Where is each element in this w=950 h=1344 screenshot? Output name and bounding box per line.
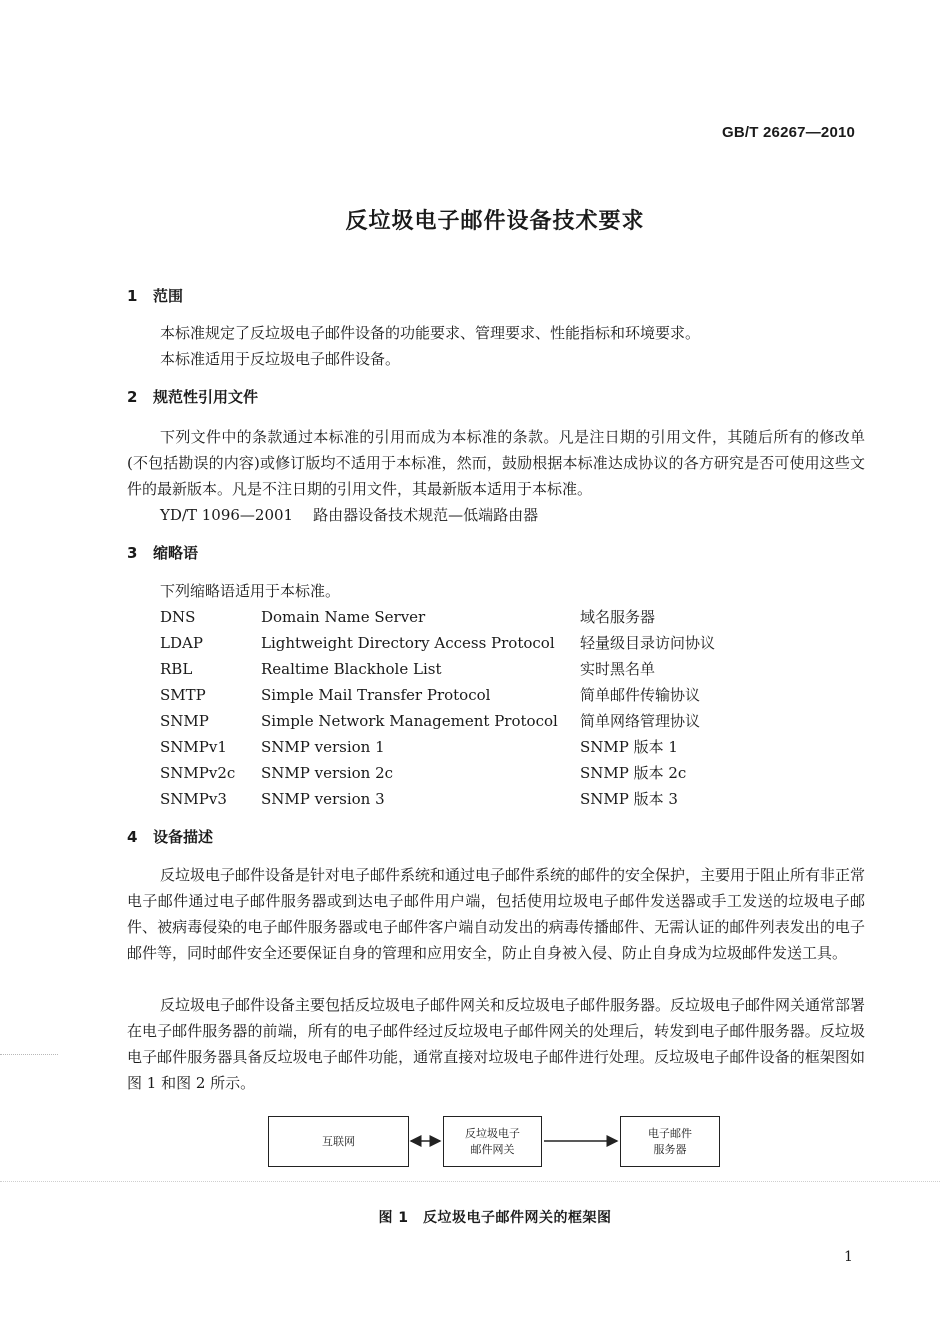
abbreviation-full-name: SNMP version 1 bbox=[261, 738, 385, 756]
abbreviation-chinese: SNMP 版本 3 bbox=[580, 790, 678, 808]
reference-title: 路由器设备技术规范—低端路由器 bbox=[313, 506, 539, 524]
scan-artifact bbox=[0, 1181, 940, 1183]
standard-code: GB/T 26267—2010 bbox=[722, 124, 856, 141]
abbreviation-full-name: Simple Network Management Protocol bbox=[261, 712, 558, 730]
section-4-paragraph-2: 反垃圾电子邮件设备主要包括反垃圾电子邮件网关和反垃圾电子邮件服务器。反垃圾电子邮件网关通常部署在电子邮件服务器的前端，所有的电子邮件经过反垃圾电子邮件网关的处理后，转发到电子邮件服务器。反垃圾电子邮件服务器具备反垃圾电子邮件功能，通常直接对垃圾电子邮件进行处理。反垃圾电子邮件设备的框架图如图 1 和图 2 所示。 bbox=[127, 996, 866, 1092]
server-label-line2: 服务器 bbox=[653, 1142, 687, 1156]
abbreviation-chinese: SNMP 版本 2c bbox=[580, 764, 687, 782]
abbreviation-full-name: Domain Name Server bbox=[261, 608, 426, 626]
gateway-label-line2: 邮件网关 bbox=[470, 1142, 515, 1156]
section-1-paragraph-1: 本标准规定了反垃圾电子邮件设备的功能要求、管理要求、性能指标和环境要求。 bbox=[160, 324, 701, 342]
abbreviation-chinese: 实时黑名单 bbox=[580, 660, 656, 678]
abbreviation: SMTP bbox=[160, 686, 206, 704]
section-number: 1 bbox=[127, 287, 138, 305]
page-number: 1 bbox=[844, 1249, 853, 1265]
figure-1-caption: 图 1 反垃圾电子邮件网关的框架图 bbox=[378, 1210, 612, 1226]
server-label-line1: 电子邮件 bbox=[648, 1126, 692, 1140]
section-number: 3 bbox=[127, 544, 138, 562]
abbreviation: SNMPv1 bbox=[160, 738, 227, 756]
section-title: 范围 bbox=[153, 287, 184, 305]
abbreviation: DNS bbox=[160, 608, 196, 626]
abbreviation-chinese: 简单网络管理协议 bbox=[580, 712, 701, 730]
abbreviations-intro: 下列缩略语适用于本标准。 bbox=[160, 582, 341, 600]
document-title: 反垃圾电子邮件设备技术要求 bbox=[345, 209, 645, 234]
section-2-paragraph: 下列文件中的条款通过本标准的引用而成为本标准的条款。凡是注日期的引用文件，其随后所有的修改单(不包括勘误的内容)或修订版均不适用于本标准，然而，鼓励根据本标准达成协议的各方研究是否可使用这些文件的最新版本。凡是不注日期的引用文件，其最新版本适用于本标准。 bbox=[127, 428, 865, 498]
abbreviation-full-name: Realtime Blackhole List bbox=[261, 660, 442, 678]
abbreviation: LDAP bbox=[160, 634, 203, 652]
abbreviation-chinese: 域名服务器 bbox=[580, 608, 656, 626]
abbreviation: SNMPv2c bbox=[160, 764, 236, 782]
section-title: 规范性引用文件 bbox=[153, 388, 259, 406]
section-4-paragraph-1: 反垃圾电子邮件设备是针对电子邮件系统和通过电子邮件系统的邮件的安全保护，主要用于阻止所有非正常电子邮件通过电子邮件服务器或到达电子邮件用户端，包括使用垃圾电子邮件发送器或手工发送的垃圾电子邮件、被病毒侵染的电子邮件服务器或电子邮件客户端自动发出的病毒传播邮件、无需认证的邮件列表发出的电子邮件等，同时邮件安全还要保证自身的管理和应用安全，防止自身被入侵、防止自身成为垃圾邮件发送工具。 bbox=[127, 866, 866, 962]
abbreviation: SNMP bbox=[160, 712, 209, 730]
section-title: 设备描述 bbox=[153, 828, 214, 846]
abbreviation-full-name: SNMP version 3 bbox=[261, 790, 385, 808]
internet-label: 互联网 bbox=[322, 1134, 355, 1148]
section-number: 4 bbox=[127, 828, 138, 846]
abbreviation: SNMPv3 bbox=[160, 790, 227, 808]
section-1-paragraph-2: 本标准适用于反垃圾电子邮件设备。 bbox=[160, 350, 401, 368]
abbreviation: RBL bbox=[160, 660, 193, 678]
abbreviation-chinese: 简单邮件传输协议 bbox=[580, 686, 701, 704]
gateway-label-line1: 反垃圾电子 bbox=[465, 1126, 520, 1140]
abbreviation-full-name: Lightweight Directory Access Protocol bbox=[261, 634, 555, 652]
reference-code: YD/T 1096—2001 bbox=[160, 506, 294, 524]
abbreviation-chinese: 轻量级目录访问协议 bbox=[580, 634, 716, 652]
abbreviation-full-name: SNMP version 2c bbox=[261, 764, 394, 782]
abbreviation-chinese: SNMP 版本 1 bbox=[580, 738, 678, 756]
scan-artifact bbox=[0, 1054, 58, 1056]
abbreviation-full-name: Simple Mail Transfer Protocol bbox=[261, 686, 491, 704]
section-number: 2 bbox=[127, 388, 138, 406]
section-title: 缩略语 bbox=[153, 544, 199, 562]
